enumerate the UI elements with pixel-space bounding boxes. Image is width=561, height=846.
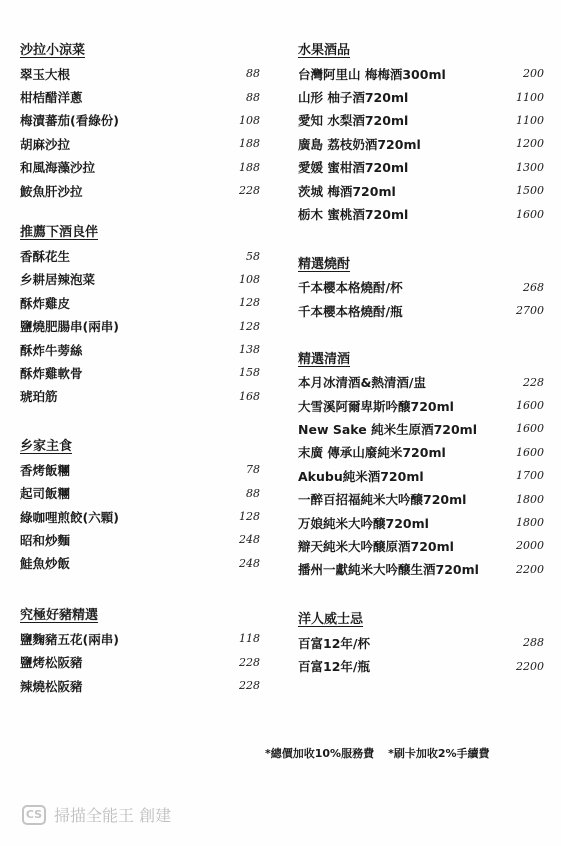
watermark xyxy=(22,803,171,826)
item-price: 188 xyxy=(239,160,260,174)
menu-item xyxy=(298,202,544,225)
item-price: 128 xyxy=(239,319,260,333)
item-name: 柑桔醋洋蔥 xyxy=(20,90,83,106)
item-price: 1600 xyxy=(516,399,544,413)
menu-item xyxy=(20,315,260,338)
menu-item xyxy=(298,85,544,108)
item-price: 268 xyxy=(523,280,544,294)
item-name: 一醉百招福純米大吟醸720ml xyxy=(298,492,467,508)
item-name: 万娘純米大吟醸720ml xyxy=(298,515,429,531)
item-price: 118 xyxy=(239,632,260,646)
item-name: 琥珀筋 xyxy=(20,389,58,405)
menu-section xyxy=(298,254,544,323)
item-name: 茨城 梅酒720ml xyxy=(298,183,396,199)
footnote xyxy=(265,745,504,761)
item-price: 1100 xyxy=(516,90,544,104)
menu-item xyxy=(298,511,544,534)
section-title: 精選清酒 xyxy=(298,351,351,367)
item-price: 248 xyxy=(239,533,260,547)
item-price: 78 xyxy=(246,463,260,477)
item-price: 228 xyxy=(523,375,544,389)
item-name: 播州一獻純米大吟醸生酒720ml xyxy=(298,562,479,578)
section-title: 乡家主食 xyxy=(20,439,73,455)
item-name: 香烤飯糰 xyxy=(20,462,71,478)
menu-item xyxy=(20,109,260,132)
item-price: 288 xyxy=(523,636,544,650)
item-name: 鹽烤松阪豬 xyxy=(20,655,83,671)
menu-item xyxy=(298,132,544,155)
card-fee-note: *刷卡加收2%手續費 xyxy=(388,747,490,760)
item-price: 1100 xyxy=(516,113,544,127)
item-price: 168 xyxy=(239,389,260,403)
menu-item xyxy=(20,179,260,202)
item-price: 1800 xyxy=(516,516,544,530)
item-name: 辣燒松阪豬 xyxy=(20,678,83,694)
item-name: 乡耕居辣泡菜 xyxy=(20,272,96,288)
item-price: 248 xyxy=(239,556,260,570)
item-price: 138 xyxy=(239,343,260,357)
section-title: 推薦下酒良伴 xyxy=(20,225,99,241)
menu-item xyxy=(20,385,260,408)
menu-item xyxy=(298,299,544,322)
item-price: 188 xyxy=(239,137,260,151)
menu-item xyxy=(20,244,260,267)
menu-item xyxy=(298,417,544,440)
item-price: 2200 xyxy=(516,659,544,673)
item-name: 梅漬蕃茄(看綠份) xyxy=(20,113,119,129)
item-name: 辯天純米大吟醸原酒720ml xyxy=(298,538,454,554)
item-name: 愛媛 蜜柑酒720ml xyxy=(298,160,409,176)
item-price: 128 xyxy=(239,510,260,524)
menu-item xyxy=(20,650,260,673)
menu-item xyxy=(20,674,260,697)
item-name: 酥炸牛蒡絲 xyxy=(20,342,83,358)
service-charge-note: *總價加收10%服務費 xyxy=(265,747,375,760)
item-name: 和風海藻沙拉 xyxy=(20,160,96,176)
item-name: 昭和炒麵 xyxy=(20,532,71,548)
item-name: 大雪溪阿爾卑斯吟醸720ml xyxy=(298,398,454,414)
menu-item xyxy=(298,654,544,677)
menu-item xyxy=(298,464,544,487)
menu-item xyxy=(298,109,544,132)
menu-item xyxy=(298,534,544,557)
item-name: Akubu純米酒720ml xyxy=(298,468,424,484)
item-name: 百富12年/杯 xyxy=(298,635,370,651)
item-name: 末廣 傳承山廢純米720ml xyxy=(298,445,446,461)
menu-section xyxy=(20,436,260,575)
menu-item xyxy=(20,552,260,575)
menu-item xyxy=(20,627,260,650)
menu-item xyxy=(20,481,260,504)
item-price: 200 xyxy=(523,67,544,81)
item-name: 翠玉大根 xyxy=(20,66,71,82)
menu-item xyxy=(20,528,260,551)
item-name: 本月冰清酒&熱清酒/盅 xyxy=(298,375,426,391)
menu-item xyxy=(20,505,260,528)
menu-item xyxy=(298,276,544,299)
item-price: 228 xyxy=(239,655,260,669)
menu-item xyxy=(20,156,260,179)
menu-item xyxy=(20,361,260,384)
item-price: 108 xyxy=(239,113,260,127)
item-name: 愛知 水梨酒720ml xyxy=(298,113,409,129)
item-price: 2000 xyxy=(516,539,544,553)
menu-item xyxy=(20,338,260,361)
item-name: 廣島 荔枝奶酒720ml xyxy=(298,136,421,152)
item-price: 228 xyxy=(239,184,260,198)
item-name: 山形 柚子酒720ml xyxy=(298,90,409,106)
menu-item xyxy=(20,132,260,155)
section-title: 究極好豬精選 xyxy=(20,608,99,624)
item-price: 2200 xyxy=(516,562,544,576)
item-price: 1600 xyxy=(516,422,544,436)
item-price: 88 xyxy=(246,90,260,104)
item-price: 1300 xyxy=(516,160,544,174)
item-price: 158 xyxy=(239,366,260,380)
menu-section xyxy=(20,222,260,408)
item-price: 2700 xyxy=(516,304,544,318)
watermark-text: 掃描全能王 創建 xyxy=(54,806,172,825)
item-name: 綠咖哩煎餃(六顆) xyxy=(20,509,119,525)
menu-item xyxy=(298,558,544,581)
menu-item xyxy=(298,441,544,464)
item-price: 1700 xyxy=(516,469,544,483)
item-price: 1600 xyxy=(516,207,544,221)
item-price: 1500 xyxy=(516,184,544,198)
menu-section xyxy=(20,40,260,202)
menu-item xyxy=(298,179,544,202)
menu-section xyxy=(298,40,544,226)
right-column xyxy=(298,40,544,678)
menu-item xyxy=(298,62,544,85)
menu-item xyxy=(20,85,260,108)
section-title: 精選燒酎 xyxy=(298,256,351,272)
menu-section xyxy=(20,605,260,697)
item-name: New Sake 純米生原酒720ml xyxy=(298,421,477,437)
menu-item xyxy=(298,156,544,179)
item-name: 千本櫻本格燒酎/杯 xyxy=(298,280,403,296)
item-price: 1800 xyxy=(516,492,544,506)
menu-item xyxy=(298,487,544,510)
item-price: 108 xyxy=(239,272,260,286)
left-column xyxy=(20,40,260,697)
item-name: 台灣阿里山 梅梅酒300ml xyxy=(298,66,446,82)
section-title: 沙拉小涼菜 xyxy=(20,43,86,58)
menu-item xyxy=(20,62,260,85)
item-price: 1600 xyxy=(516,445,544,459)
item-price: 88 xyxy=(246,486,260,500)
item-name: 酥炸雞軟骨 xyxy=(20,365,83,381)
menu-item xyxy=(298,394,544,417)
item-name: 百富12年/瓶 xyxy=(298,659,370,675)
item-price: 88 xyxy=(246,67,260,81)
item-name: 鮭魚炒飯 xyxy=(20,556,71,572)
menu-item xyxy=(298,631,544,654)
section-title: 洋人威士忌 xyxy=(298,612,364,628)
item-name: 鹽麴豬五花(兩串) xyxy=(20,631,119,647)
item-price: 58 xyxy=(246,249,260,263)
item-name: 千本櫻本格燒酎/瓶 xyxy=(298,303,403,319)
menu-item xyxy=(20,458,260,481)
item-name: 酥炸雞皮 xyxy=(20,295,71,311)
item-name: 栃木 蜜桃酒720ml xyxy=(298,207,409,223)
item-name: 胡麻沙拉 xyxy=(20,136,71,152)
camscanner-icon: CS xyxy=(22,805,46,825)
item-name: 香酥花生 xyxy=(20,249,71,265)
menu-item xyxy=(298,371,544,394)
item-price: 228 xyxy=(239,679,260,692)
item-name: 鹽燒肥腸串(兩串) xyxy=(20,319,119,335)
item-name: 起司飯糰 xyxy=(20,486,71,502)
menu-section xyxy=(298,349,544,582)
menu-item xyxy=(20,268,260,291)
item-price: 128 xyxy=(239,296,260,310)
menu-section xyxy=(298,609,544,678)
section-title: 水果酒品 xyxy=(298,43,351,58)
menu-item xyxy=(20,291,260,314)
item-name: 鮟魚肝沙拉 xyxy=(20,183,83,199)
item-price: 1200 xyxy=(516,137,544,151)
